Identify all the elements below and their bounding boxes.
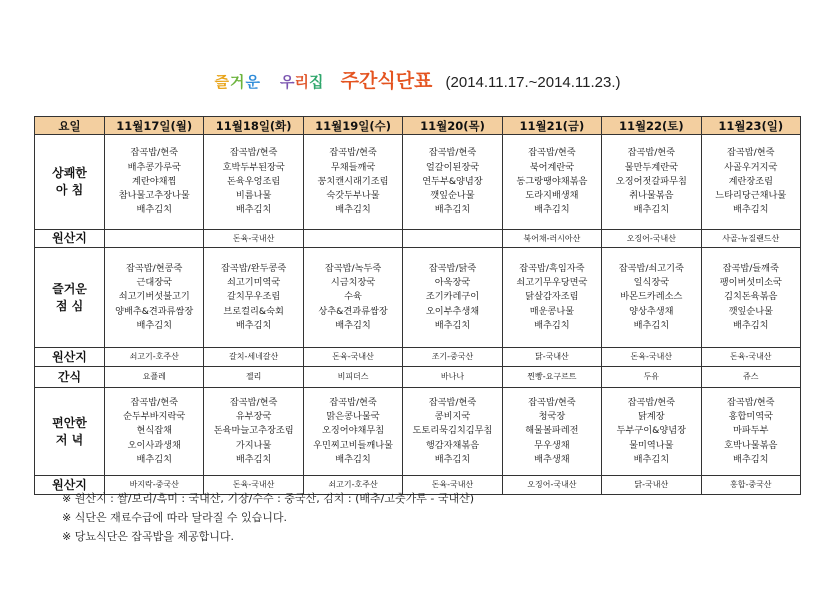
origin-cell: 홍합-중국산 [701,476,800,495]
title-date-range: (2014.11.17.~2014.11.23.) [445,74,621,91]
menu-item: 북어계란국 [529,161,575,173]
origin-cell [303,230,402,248]
menu-item: 조기카레구이 [425,291,480,303]
meal-label [35,388,105,476]
menu-cell [602,135,701,230]
origin-cell: 바지락-중국산 [105,476,204,495]
menu-item: 오징어젓갈파무침 [615,175,687,187]
menu-cell [303,135,402,230]
meal-label [35,135,105,230]
menu-item: 돈육마늘고추장조림 [213,425,294,437]
menu-cell [403,248,502,348]
note-line: ※ 식단은 재료수급에 따라 달라질 수 있습니다. [62,511,287,524]
menu-item: 유부장국 [235,411,272,423]
menu-item: 잡곡밥/녹두죽 [324,262,382,274]
menu-cell [502,248,601,348]
title-fun [214,73,261,91]
menu-item: 물만두계란국 [624,161,678,173]
snack-cell: 비피더스 [303,367,402,388]
row-breakfast [35,135,801,230]
menu-item: 양배추&견과류쌈장 [115,305,194,317]
menu-item: 호박나물볶음 [724,439,778,451]
snack-cell: 요플레 [105,367,204,388]
weekly-menu-table [34,116,801,495]
origin-cell: 돈육-국내산 [303,348,402,367]
menu-item: 깻잎순나물 [728,305,773,317]
origin-cell [105,230,204,248]
menu-item: 양상추생채 [629,305,674,317]
menu-item: 배추김치 [235,453,272,465]
origin-cell: 조기-중국산 [403,348,502,367]
meal-label [35,248,105,348]
origin-cell: 닭-국내산 [602,476,701,495]
menu-item: 잡곡밥/완두콩죽 [221,262,287,274]
menu-item: 취나물볶음 [629,190,674,202]
menu-item: 쇠고기무우당면국 [516,277,588,289]
day-header: 11월18일(화) [204,117,303,135]
menu-item: 잡곡밥/현죽 [130,147,178,159]
row-lunch [35,248,801,348]
menu-item: 순두부바지락국 [123,411,186,423]
title-home-char: 집 [309,73,324,91]
meal-label-line: 상쾌한 [52,166,87,180]
origin-cell: 닭-국내산 [502,348,601,367]
day-header: 11월20(목) [403,117,502,135]
menu-item: 배추김치 [335,319,371,331]
menu-item: 행감자채볶음 [425,439,480,451]
menu-cell [303,248,402,348]
day-header: 11월19일(수) [303,117,402,135]
menu-item: 숙갓두부나물 [326,190,380,202]
menu-cell [403,388,502,476]
day-header: 11월17일(월) [105,117,204,135]
menu-item: 배추콩가루국 [127,161,181,173]
menu-cell [204,135,303,230]
menu-item: 배추김치 [136,453,172,465]
menu-item: 시금치장국 [330,277,376,289]
menu-item: 잡곡밥/현죽 [329,396,377,408]
menu-item: 바몬드카레소스 [620,291,683,303]
menu-item: 배추김치 [335,453,371,465]
menu-item: 잡곡밥/현죽 [130,396,178,408]
menu-item: 배추김치 [733,453,769,465]
menu-item: 꽁치캔시래기조림 [317,175,389,187]
snack-cell: 찐빵-요구르트 [502,367,601,388]
menu-item: 현식잡채 [136,425,172,437]
menu-item: 얼갈이된장국 [425,161,480,173]
menu-cell [502,388,601,476]
menu-cell [105,135,204,230]
menu-item: 일식장국 [633,277,670,289]
meal-label-line: 편안한 [52,415,87,430]
menu-cell [204,388,303,476]
menu-item: 아욱장국 [434,277,471,289]
origin-cell: 오징어-국내산 [502,476,601,495]
origin-cell: 사골-뉴질랜드산 [701,230,800,248]
menu-cell [701,135,800,230]
menu-item: 배추김치 [733,319,769,331]
menu-cell [204,248,303,348]
menu-item: 배추김치 [434,319,471,331]
day-header: 11월21(금) [502,117,601,135]
menu-cell [602,388,701,476]
menu-item: 잡곡밥/쇠고기죽 [618,262,684,274]
menu-cell [303,388,402,476]
menu-item: 잡곡밥/현죽 [727,147,775,159]
menu-item: 배추김치 [136,319,172,331]
row-origin-breakfast [35,230,801,248]
menu-item: 쇠고기버섯불고기 [118,291,190,303]
meal-label-line: 아 침 [55,183,84,197]
origin-cell: 갈치-세네갈산 [204,348,303,367]
menu-item: 계란야채찜 [132,175,177,187]
menu-item: 두부구이&양념장 [616,425,686,437]
menu-item: 비름나물 [235,190,272,202]
origin-cell: 돈육-국내산 [204,230,303,248]
origin-cell: 쇠고기-호주산 [105,348,204,367]
title-home [280,73,324,91]
menu-item: 매운콩나물 [529,305,575,317]
menu-item: 상추&견과류쌈장 [318,305,388,317]
menu-item: 잡곡밥/들깨죽 [722,262,779,274]
menu-item: 맑은콩나물국 [326,411,380,423]
menu-item: 깻잎순나물 [430,190,475,202]
menu-item: 배추김치 [434,453,471,465]
menu-cell [701,248,800,348]
menu-item: 잡곡밥/현콩죽 [126,262,183,274]
note-line: ※ 당뇨식단은 잡곡밥을 제공합니다. [62,530,234,543]
menu-item: 배추김치 [633,204,670,216]
menu-item: 사골우거지국 [724,161,778,173]
menu-item: 동그랑땡야채볶음 [516,175,588,187]
title-home-char: 우 [280,73,295,91]
menu-item: 도라지배생채 [525,190,579,202]
menu-item: 배추김치 [434,204,471,216]
menu-item: 마파두부 [733,425,769,437]
title-home-char: 리 [294,73,310,91]
snack-cell: 바나나 [403,367,502,388]
meal-label: 원산지 [35,476,105,495]
menu-item: 가지나물 [235,439,272,451]
origin-cell: 돈육-국내산 [403,476,502,495]
menu-item: 닭살감자조림 [525,291,579,303]
menu-item: 도토리묵김치김무침 [412,425,493,437]
table-header-row [35,117,801,135]
menu-item: 오이사과생채 [127,439,181,451]
menu-item: 배추김치 [534,204,570,216]
note-line: ※ 원산지 : 쌀/보리/흑미 : 국내산, 기장/수수 : 중국산, 김치 : (배추/고춧가루 - 국내산) [62,492,475,505]
menu-item: 배추김치 [633,453,670,465]
origin-cell: 돈육-국내산 [204,476,303,495]
row-dinner [35,388,801,476]
snack-cell: 두유 [602,367,701,388]
menu-item: 배추김치 [335,204,371,216]
menu-item: 물미역나물 [629,439,674,451]
title-fun-char: 즐 [214,73,230,91]
menu-item: 호박두부된장국 [222,161,285,173]
snack-cell: 쥬스 [701,367,800,388]
menu-item: 배추김치 [136,204,172,216]
menu-item: 잡곡밥/현죽 [528,147,576,159]
menu-item: 잡곡밥/현죽 [428,147,477,159]
menu-item: 오징어야채무침 [321,425,385,437]
origin-cell: 북어채-러시아산 [502,230,601,248]
row-origin-lunch [35,348,801,367]
menu-item: 연두부&양념장 [422,175,483,187]
menu-item: 잡곡밥/닭죽 [428,262,477,274]
menu-item: 콩비지국 [434,411,471,423]
menu-item: 참나물고추장나물 [118,190,190,202]
menu-item: 닭계장 [638,411,665,423]
header-label: 요일 [35,117,105,135]
menu-cell [105,248,204,348]
menu-item: 갈치무우조림 [227,291,281,303]
meal-label-line: 저 녁 [55,432,84,447]
menu-item: 느타리당근채나물 [715,190,787,202]
menu-item: 해물볼파레전 [525,425,579,437]
menu-item: 근대장국 [136,277,172,289]
menu-cell [502,135,601,230]
row-snack [35,367,801,388]
menu-cell [701,388,800,476]
meal-label-line: 점 심 [55,298,84,313]
day-header: 11월22(토) [602,117,701,135]
menu-item: 김치돈육볶음 [724,291,778,303]
origin-cell [403,230,502,248]
menu-item: 계란장조림 [728,175,773,187]
menu-item: 쇠고기미역국 [227,277,281,289]
menu-item: 잡곡밥/현죽 [727,396,775,408]
menu-item: 배추김치 [534,319,570,331]
origin-cell: 오징어-국내산 [602,230,701,248]
menu-item: 배추김치 [235,204,272,216]
meal-label: 간식 [35,367,105,388]
day-header: 11월23(일) [701,117,800,135]
menu-item: 배추김치 [235,319,272,331]
menu-item: 배추생채 [534,453,570,465]
menu-item: 우민찌고비들깨나물 [313,439,393,451]
table-body [35,135,801,495]
origin-cell: 돈육-국내산 [602,348,701,367]
menu-item: 잡곡밥/현죽 [229,396,278,408]
menu-item: 브로컬리&숙회 [223,305,284,317]
menu-cell [403,135,502,230]
menu-item: 잡곡밥/흑임자죽 [519,262,585,274]
menu-item: 청국장 [538,411,566,423]
menu-title [0,66,835,93]
menu-item: 무우생채 [534,439,570,451]
menu-item: 무채들깨국 [330,161,376,173]
menu-item: 배추김치 [633,319,670,331]
origin-cell: 쇠고기-호주산 [303,476,402,495]
menu-item: 잡곡밥/현죽 [627,147,676,159]
title-main: 주간식단표 [340,70,433,92]
meal-label-line: 즐거운 [52,281,87,296]
meal-label: 원산지 [35,230,105,248]
menu-item: 잡곡밥/현죽 [528,396,576,408]
menu-item: 홍합미역국 [728,411,773,423]
menu-item: 잡곡밥/현죽 [329,147,377,159]
menu-item: 잡곡밥/현죽 [428,396,477,408]
origin-cell: 돈육-국내산 [701,348,800,367]
notes [62,489,474,546]
menu-item: 팽이버섯미소국 [719,277,782,289]
menu-item: 잡곡밥/현죽 [229,147,278,159]
title-fun-char: 운 [245,73,261,91]
menu-item: 돈육우엉조림 [227,175,281,187]
menu-item: 배추김치 [733,204,769,216]
menu-item: 수육 [344,291,362,303]
menu-item: 잡곡밥/현죽 [627,396,676,408]
menu-item: 오이부추생채 [425,305,480,317]
menu-cell [602,248,701,348]
menu-cell [105,388,204,476]
snack-cell: 젤리 [204,367,303,388]
title-fun-char: 거 [229,73,246,91]
meal-label: 원산지 [35,348,105,367]
